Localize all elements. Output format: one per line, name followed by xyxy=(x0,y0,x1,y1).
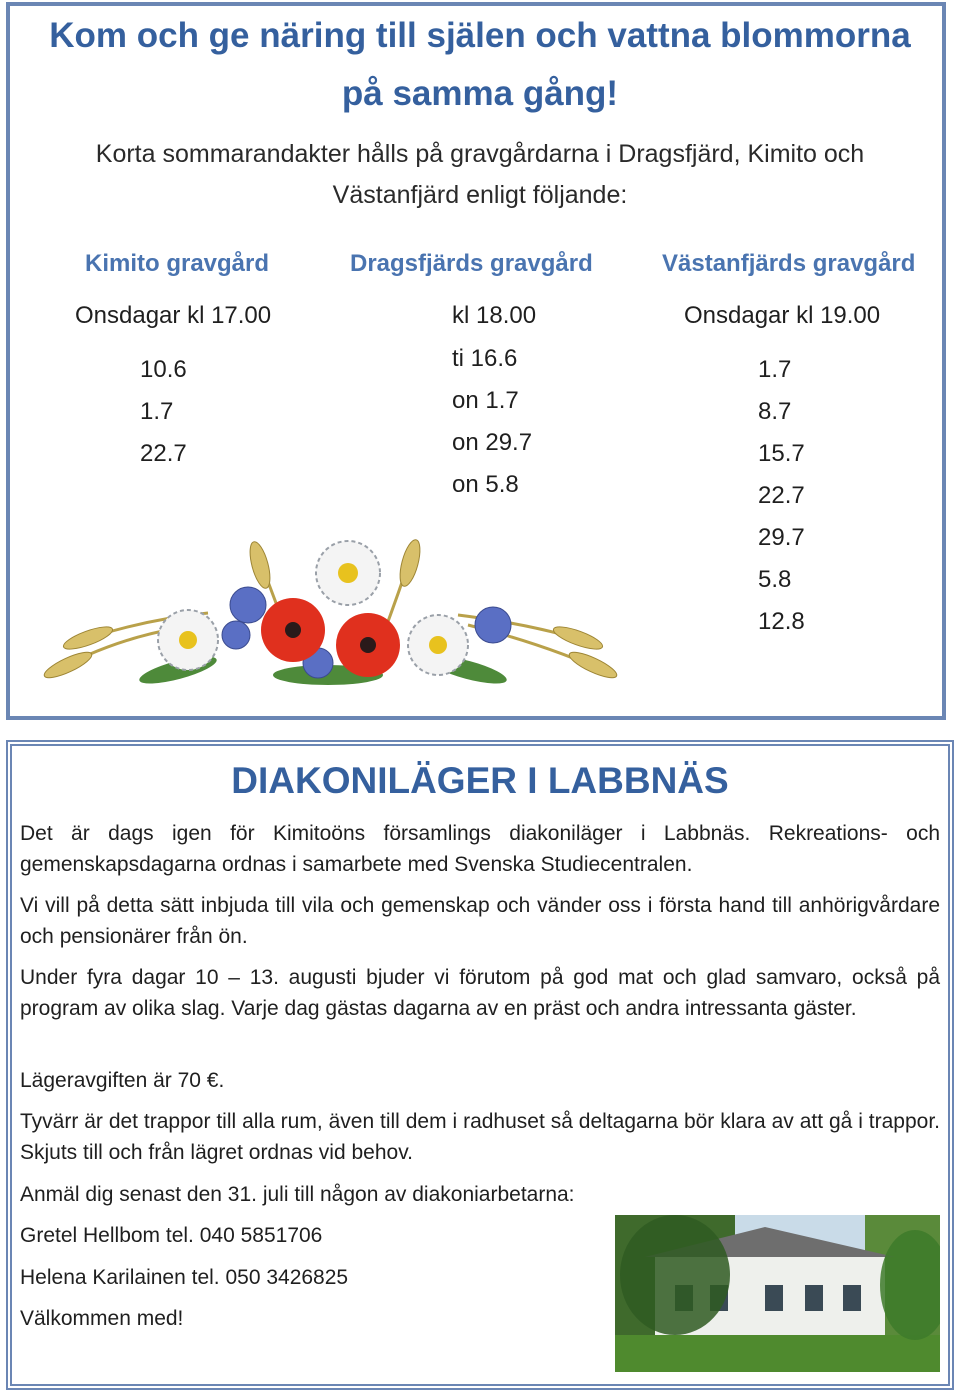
vastanfjard-dates xyxy=(758,349,805,643)
date-item: 12.8 xyxy=(758,608,805,635)
closing-text: Välkommen med! xyxy=(20,1307,184,1330)
date-item: 22.7 xyxy=(758,482,805,509)
paragraph-intro: Det är dags igen för Kimitoöns församlings diakoniläger i Labbnäs. Rekreations- och gemenskapsdagarna ordnas i samarbete med Svenska Studiecentralen. xyxy=(20,822,940,876)
column-heading-dragsfjard: Dragsfjärds gravgård xyxy=(350,250,593,277)
date-item: 5.8 xyxy=(758,566,792,593)
contact-gretel: Gretel Hellbom tel. 040 5851706 xyxy=(20,1224,323,1247)
paragraph-register: Anmäl dig senast den 31. juli till någon av diakoniarbetarna: xyxy=(20,1183,575,1206)
dragsfjard-time: kl 18.00 xyxy=(452,302,537,329)
paragraph-program: Under fyra dagar 10 – 13. augusti bjuder vi förutom på god mat och glad samvaro, också på program av olika slag. Varje dag gästas dagarna av en präst och andra intressanta gäster. xyxy=(20,966,940,1020)
flower-bouquet-illustration xyxy=(38,525,623,695)
contact-helena: Helena Karilainen tel. 050 3426825 xyxy=(20,1266,349,1289)
paragraph-fee: Lägeravgiften är 70 €. xyxy=(20,1069,225,1092)
date-item: 15.7 xyxy=(758,440,805,467)
intro-line-1: Korta sommarandakter hålls på gravgårdarna i Dragsfjärd, Kimito och xyxy=(95,140,865,168)
paragraph-invitation: Vi vill på detta sätt inbjuda till vila och gemenskap och vänder oss i första hand till anhörigvårdare och pensionärer från ön. xyxy=(20,894,940,948)
date-item: ti 16.6 xyxy=(452,345,518,372)
title-line-1: Kom och ge näring till själen och vattna blommorna xyxy=(49,16,911,55)
column-heading-kimito: Kimito gravgård xyxy=(85,250,270,277)
date-item: 29.7 xyxy=(758,524,805,551)
date-item: 22.7 xyxy=(140,440,187,467)
vastanfjard-time: Onsdagar kl 19.00 xyxy=(684,302,881,329)
date-item: 10.6 xyxy=(140,356,187,383)
date-item: on 1.7 xyxy=(452,387,519,414)
date-item: 8.7 xyxy=(758,398,792,425)
column-heading-vastanfjard: Västanfjärds gravgård xyxy=(662,250,916,277)
camp-title: DIAKONILÄGER I LABBNÄS xyxy=(231,760,729,801)
date-item: on 29.7 xyxy=(452,429,533,456)
date-item: 1.7 xyxy=(758,356,792,383)
paragraph-stairs: Tyvärr är det trappor till alla rum, även till dem i radhuset så deltagarna bör klara av att gå i trappor. Skjuts till och från lägret ordnas vid behov. xyxy=(20,1110,940,1164)
date-item: on 5.8 xyxy=(452,471,519,498)
house-photo xyxy=(615,1215,940,1372)
kimito-dates xyxy=(140,349,187,475)
title-line-2: på samma gång! xyxy=(341,74,619,113)
dragsfjard-dates xyxy=(452,338,532,506)
kimito-time: Onsdagar kl 17.00 xyxy=(75,302,272,329)
intro-line-2: Västanfjärd enligt följande: xyxy=(332,181,628,209)
date-item: 1.7 xyxy=(140,398,174,425)
